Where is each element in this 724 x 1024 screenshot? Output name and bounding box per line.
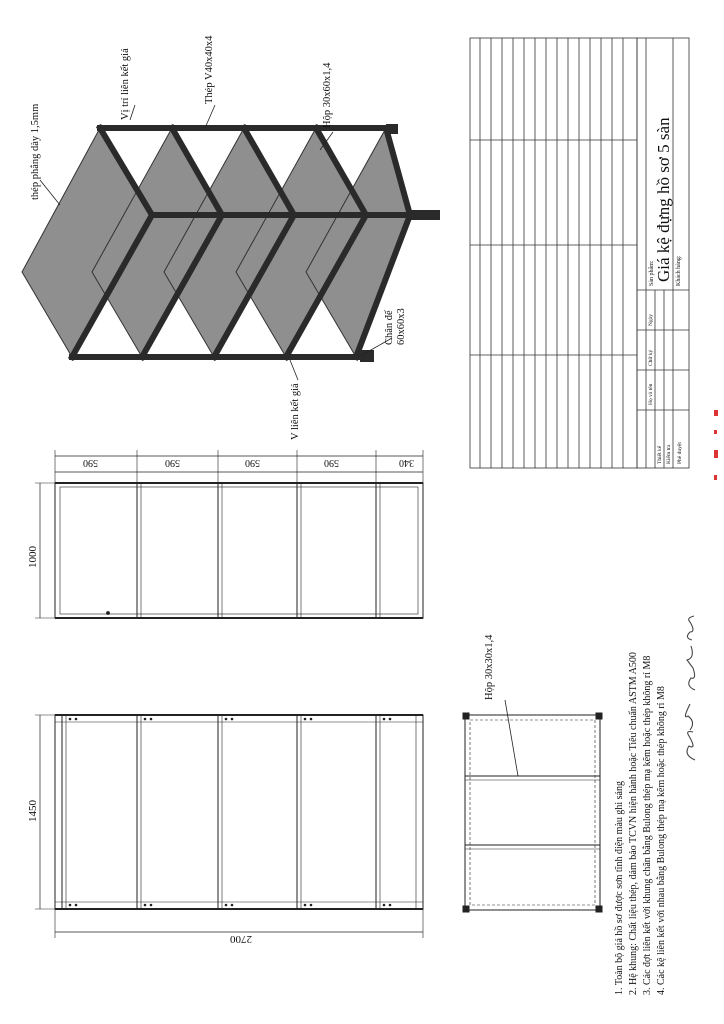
v-link-label: V liên kết giá xyxy=(290,383,301,440)
red-stamp-marks xyxy=(714,410,718,480)
client-label: Khách hàng: xyxy=(676,255,682,286)
drawing-title: Giá kệ đựng hồ sơ 5 sàn xyxy=(654,117,673,282)
side-view xyxy=(35,450,423,618)
front-height-dim: 1450 xyxy=(27,800,39,822)
col-sign: Chữ ký xyxy=(648,349,654,366)
note-4: 4. Các kệ liên kết với nhau bằng Bulong thép mạ kẽm hoặc thép không rỉ M8 xyxy=(656,686,667,995)
note-2: 2. Hệ khung: Chất liệu thép, đảm bảo TCVN hiện hành hoặc Tiêu chuẩn ASTM A500 xyxy=(628,652,639,995)
sheet-thickness-label: thép phẳng dày 1,5mm xyxy=(30,103,41,200)
notes xyxy=(614,652,667,995)
side-dim-1: 590 xyxy=(83,457,98,468)
col-date: Ngày xyxy=(648,314,654,326)
bolt-end xyxy=(410,210,440,220)
front-length-dim: 2700 xyxy=(230,933,252,945)
note-3: 3. Các đợt liên kết với khung chân bằng Bulong thép mạ kẽm hoặc thép không rỉ M8 xyxy=(642,655,653,995)
col-name: Họ và tên xyxy=(648,383,654,405)
side-dim-2: 590 xyxy=(165,457,180,468)
revision-table xyxy=(470,38,637,468)
bolt-end xyxy=(386,124,398,134)
side-dim-3: 590 xyxy=(245,457,260,468)
plan-box-label: Hộp 30x30x1,4 xyxy=(484,634,495,700)
side-dim-4: 590 xyxy=(324,457,339,468)
angle-steel-label: Thép V40x40x4 xyxy=(204,35,215,104)
side-dim-5: 340 xyxy=(399,457,414,468)
isometric-view xyxy=(22,35,440,440)
plan-view xyxy=(463,700,602,912)
front-view xyxy=(35,715,423,938)
product-label: Sản phẩm: xyxy=(649,260,655,286)
row-check: Kiểm tra xyxy=(666,444,672,464)
base-label-2: 60x60x3 xyxy=(396,308,407,345)
link-position-label: Vị trí liên kết giá xyxy=(120,48,131,120)
front-bolts xyxy=(69,718,392,907)
row-approve: Phê duyệt xyxy=(677,442,683,464)
row-design: Thiết kế xyxy=(657,445,663,464)
box-30x60-label: Hộp 30x60x1,4 xyxy=(322,62,333,128)
side-width-dim: 1000 xyxy=(27,546,39,568)
base-label-1: Chân đế xyxy=(384,310,395,345)
signature xyxy=(685,616,695,760)
note-1: 1. Toàn bộ giá hồ sơ được sơn tĩnh điện màu ghi sáng xyxy=(614,781,625,995)
